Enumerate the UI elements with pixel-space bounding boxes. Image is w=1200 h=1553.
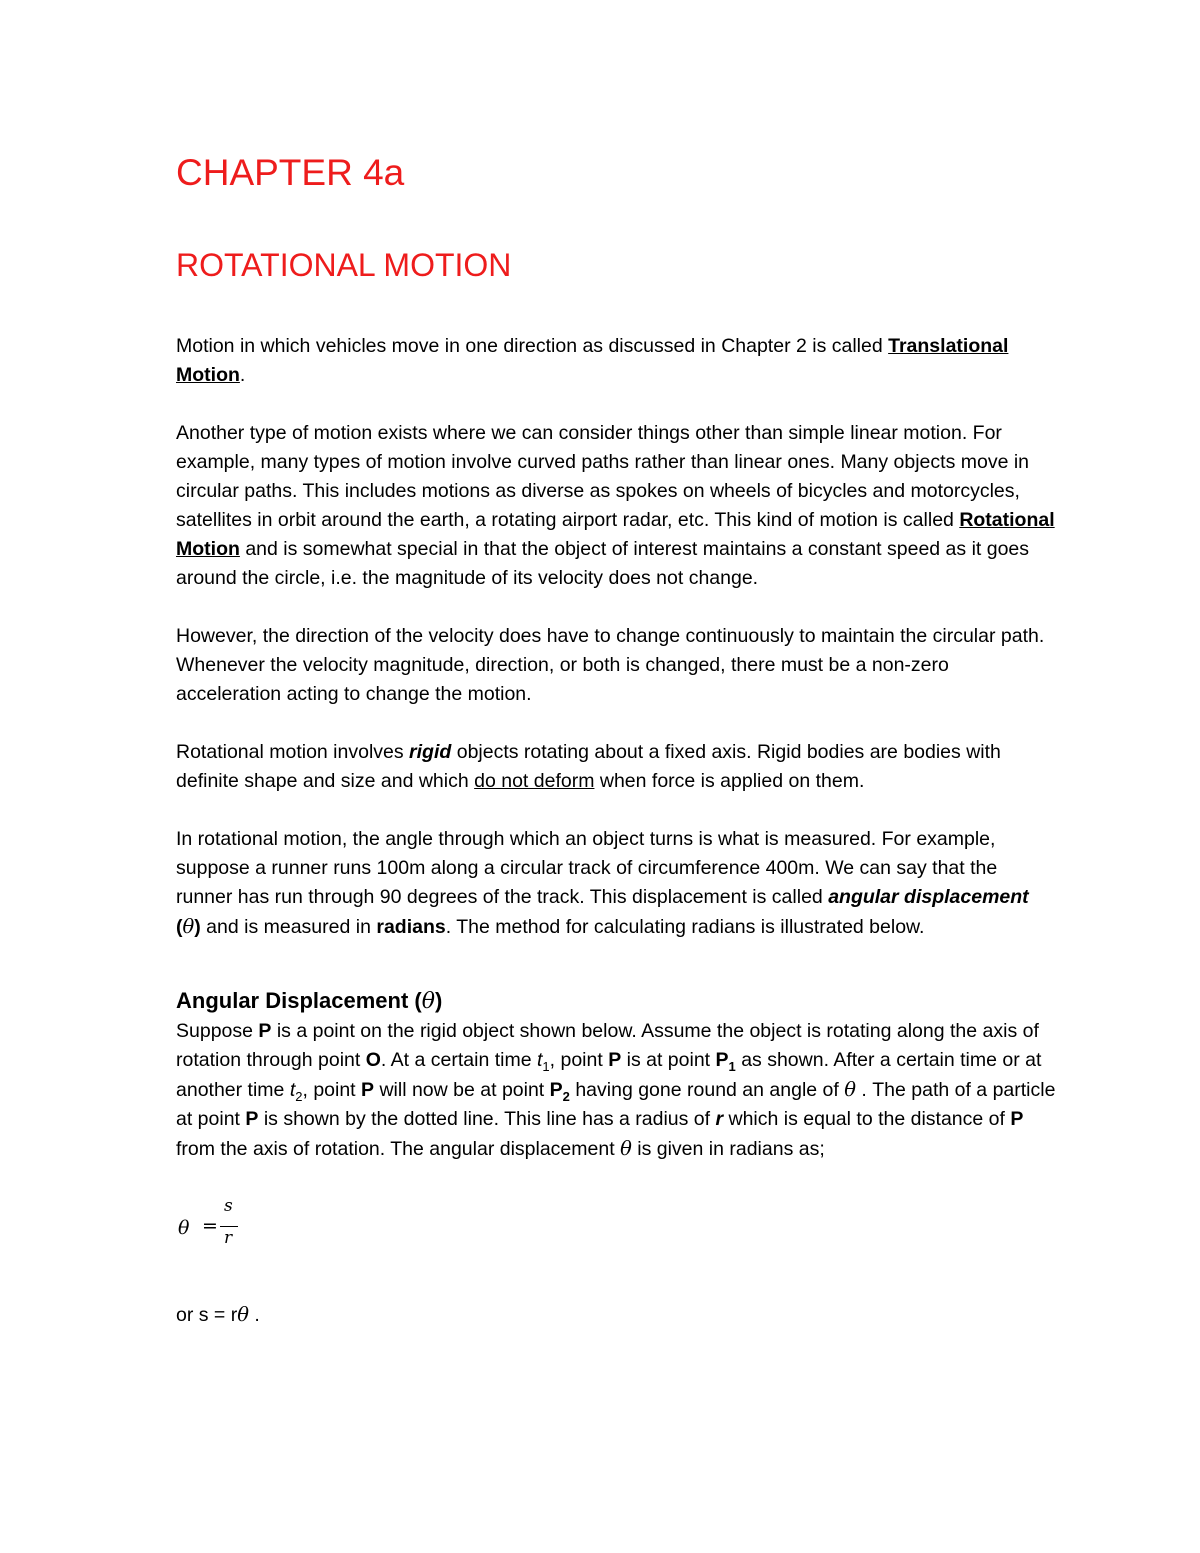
paragraph-text: objects rotating about a fixed axis. Rigid bodies are bodies with definite shape and size and which xyxy=(176,741,1001,792)
paragraph-text: as shown. After a certain time or at another time xyxy=(176,1049,1042,1101)
point-p: P xyxy=(361,1079,375,1101)
term-do-not-deform: do not deform xyxy=(474,770,595,792)
paragraph-rigid-bodies xyxy=(176,738,1056,796)
time-t: t xyxy=(289,1079,296,1101)
formula-denominator: r xyxy=(224,1228,233,1248)
paragraph-text: , point xyxy=(302,1079,356,1101)
point-p: P xyxy=(258,1020,272,1042)
paragraph-translational xyxy=(176,332,1056,390)
paragraph-text: from the axis of rotation. The angular displacement xyxy=(176,1138,615,1160)
paragraph-text: Suppose xyxy=(176,1020,253,1042)
paragraph-text: and is somewhat special in that the object of interest maintains a constant speed as it goes around the circle, i.e. the magnitude of its velocity does not change. xyxy=(176,538,1030,589)
paragraph-text: . At a certain time xyxy=(380,1049,532,1071)
subscript-2: 2 xyxy=(295,1088,303,1104)
formula-numerator: s xyxy=(224,1196,233,1216)
paragraph-text: which is equal to the distance of xyxy=(728,1108,1005,1130)
section-title: ROTATIONAL MOTION xyxy=(176,247,512,283)
paragraph-text: . The path of a particle at point xyxy=(176,1079,1056,1130)
paragraph-text: Another type of motion exists where we can consider things other than simple linear motion. For example, many types of motion involve curved paths rather than linear ones. Many objects move in circular paths. This includes motions as diverse as spokes on wheels of bicycles and motorcycles, satellites in orbit around the earth, a rotating airport radar, etc. This kind of motion is called xyxy=(176,422,1030,531)
paragraph-text: Rotational motion involves xyxy=(176,741,404,763)
paragraph-point-p xyxy=(176,1017,1056,1164)
formula-text: or s = r xyxy=(176,1304,238,1326)
theta-symbol: θ xyxy=(237,1303,249,1326)
paragraph-text: having gone round an angle of xyxy=(575,1079,839,1101)
term-angular-displacement: angular displacement xyxy=(828,886,1029,908)
radius-r: r xyxy=(715,1108,724,1130)
point-p2: P xyxy=(549,1079,563,1101)
paragraph-text: is given in radians as; xyxy=(637,1138,825,1160)
paragraph-rotational-intro xyxy=(176,419,1056,593)
term-radians: radians xyxy=(376,916,446,938)
theta-symbol: θ xyxy=(182,915,195,938)
page-content xyxy=(176,150,1056,1330)
subscript-1: 1 xyxy=(542,1058,550,1074)
theta-symbol: θ xyxy=(421,989,435,1014)
point-p: P xyxy=(1010,1108,1024,1130)
paragraph-s-equals-r-theta xyxy=(176,1300,1056,1330)
paragraph-text: will now be at point xyxy=(379,1079,545,1101)
paragraph-text: . xyxy=(239,364,246,386)
fraction-bar xyxy=(220,1226,238,1227)
point-p: P xyxy=(245,1108,259,1130)
formula-theta-equals-s-over-r xyxy=(176,1196,1056,1256)
point-p: P xyxy=(608,1049,622,1071)
paren-close: ) xyxy=(194,916,201,938)
paragraph-text: and is measured in xyxy=(206,916,371,938)
point-o: O xyxy=(365,1049,381,1071)
subheading-angular-displacement xyxy=(176,986,1056,1017)
theta-symbol: θ xyxy=(844,1078,856,1101)
paren-close: ) xyxy=(434,988,443,1013)
paragraph-text: when force is applied on them. xyxy=(599,770,865,792)
paragraph-text: is a point on the rigid object shown below. Assume the object is rotating along the axis of rotation through point xyxy=(176,1020,1039,1071)
theta-symbol: θ xyxy=(620,1137,632,1160)
term-translational-motion: Translational Motion xyxy=(176,335,1009,386)
subheading-text: Angular Displacement ( xyxy=(176,988,422,1013)
point-p1: P xyxy=(715,1049,729,1071)
term-rotational-motion: Rotational Motion xyxy=(176,509,1055,560)
paragraph-text: Motion in which vehicles move in one direction as discussed in Chapter 2 is called xyxy=(176,335,883,357)
paragraph-angular-displacement xyxy=(176,825,1056,942)
paragraph-velocity-direction: However, the direction of the velocity does have to change continuously to maintain the circular path. Whenever the velocity magnitude, direction, or both is changed, there must be a non-zero acceleration acting to change the motion. xyxy=(176,625,1045,705)
paren-open: ( xyxy=(176,916,183,938)
paragraph-text: , point xyxy=(549,1049,603,1071)
formula-text: . xyxy=(254,1304,260,1326)
formula-equals: = xyxy=(202,1215,218,1237)
chapter-title: CHAPTER 4a xyxy=(176,152,405,193)
paragraph-text: . The method for calculating radians is illustrated below. xyxy=(445,916,925,938)
subscript-2: 2 xyxy=(562,1088,570,1104)
subscript-1: 1 xyxy=(728,1058,736,1074)
formula-lhs: θ xyxy=(178,1217,190,1239)
paragraph-text: is shown by the dotted line. This line has a radius of xyxy=(263,1108,711,1130)
paragraph-text: In rotational motion, the angle through which an object turns is what is measured. For example, suppose a runner runs 100m along a circular track of circumference 400m. We can say that the runner has run through 90 degrees of the track. This displacement is called xyxy=(176,828,998,908)
paragraph-text: is at point xyxy=(626,1049,711,1071)
term-rigid: rigid xyxy=(409,741,452,763)
time-t: t xyxy=(536,1049,543,1071)
